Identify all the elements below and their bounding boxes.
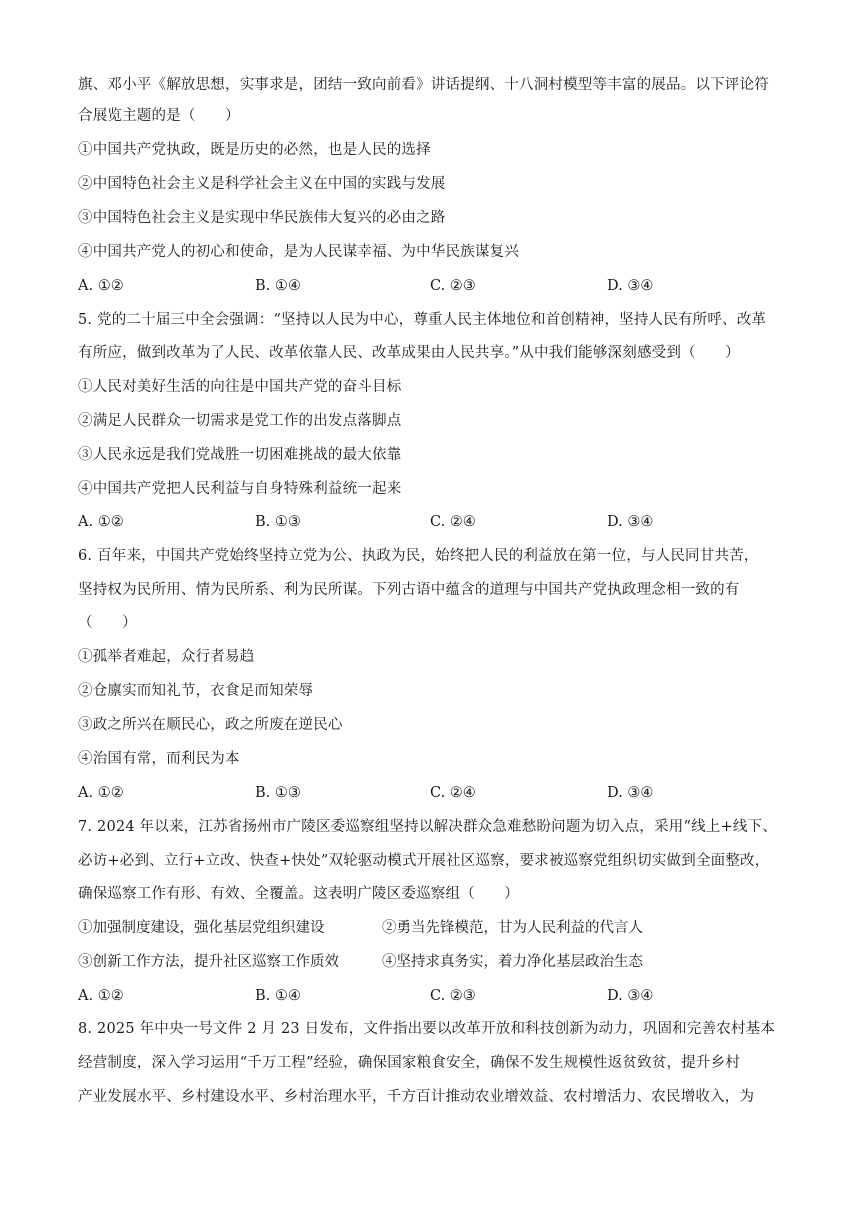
q5-stem-line-2: 有所应，做到改革为了人民、改革依靠人民、改革成果由人民共享。”从中我们能够深刻感受到（ ）	[78, 345, 740, 361]
q7-option-c: C. ②③	[430, 988, 476, 1004]
q4-option-b: B. ①④	[255, 278, 301, 294]
q4-statement-2: ②中国特色社会主义是科学社会主义在中国的实践与发展	[78, 176, 446, 192]
q7-option-a: A. ①②	[78, 988, 124, 1004]
q7-stem-line-3: 确保巡察工作有形、有效、全覆盖。这表明广陵区委巡察组（ ）	[78, 886, 519, 902]
q5-option-c: C. ②④	[430, 514, 476, 530]
q7-statement-2: ②勇当先锋模范，甘为人民利益的代言人	[382, 920, 643, 936]
q5-statement-4: ④中国共产党把人民利益与自身特殊利益统一起来	[78, 481, 402, 497]
q6-option-c: C. ②④	[430, 785, 476, 801]
q8-stem-line-3: 产业发展水平、乡村建设水平、乡村治理水平，千方百计推动农业增效益、农村增活力、农民增收入，为	[78, 1089, 755, 1105]
q4-statement-3: ③中国特色社会主义是实现中华民族伟大复兴的必由之路	[78, 210, 446, 226]
q6-stem-line-2: 坚持权为民所用、情为民所系、利为民所谋。下列古语中蕴含的道理与中国共产党执政理念相一致的有	[78, 582, 740, 598]
q5-statement-2: ②满足人民群众一切需求是党工作的出发点落脚点	[78, 413, 402, 429]
q8-stem-line-1: 8. 2025 年中央一号文件 2 月 23 日发布，文件指出要以改革开放和科技创新为动力，巩固和完善农村基本	[78, 1021, 776, 1037]
q6-statement-1: ①孤举者难起，众行者易趋	[78, 649, 255, 665]
q6-statement-4: ④治国有常，而利民为本	[78, 751, 240, 767]
q4-option-c: C. ②③	[430, 278, 476, 294]
q5-option-b: B. ①③	[255, 514, 301, 530]
q6-option-b: B. ①③	[255, 785, 301, 801]
q5-statement-1: ①人民对美好生活的向往是中国共产党的奋斗目标	[78, 379, 402, 395]
q7-statement-3: ③创新工作方法，提升社区巡察工作质效	[78, 954, 339, 970]
q4-stem-line-1: 旗、邓小平《解放思想，实事求是，团结一致向前看》讲话提纲、十八洞村模型等丰富的展品。以下评论符	[78, 77, 769, 93]
q6-stem-line-3: （ ）	[78, 615, 137, 631]
q7-stem-line-2: 必访+必到、立行+立改、快查+快处”双轮驱动模式开展社区巡察，要求被巡察党组织切实做到全面整改，	[78, 853, 770, 869]
q4-option-a: A. ①②	[78, 278, 124, 294]
q8-stem-line-2: 经营制度，深入学习运用“千万工程”经验，确保国家粮食安全，确保不发生规模性返贫致贫，提升乡村	[78, 1055, 741, 1071]
q7-option-b: B. ①④	[255, 988, 301, 1004]
q7-option-d: D. ③④	[607, 988, 654, 1004]
q4-stem-line-2: 合展览主题的是（ ）	[78, 108, 240, 124]
q5-stem-line-1: 5. 党的二十届三中全会强调：“坚持以人民为中心，尊重人民主体地位和首创精神，坚持人民有所呼、改革	[78, 312, 767, 328]
q5-statement-3: ③人民永远是我们党战胜一切困难挑战的最大依靠	[78, 447, 402, 463]
q6-stem-line-1: 6. 百年来，中国共产党始终坚持立党为公、执政为民，始终把人民的利益放在第一位，与人民同甘共苦，	[78, 548, 759, 564]
q4-option-d: D. ③④	[607, 278, 654, 294]
q5-option-a: A. ①②	[78, 514, 124, 530]
q6-statement-3: ③政之所兴在顺民心，政之所废在逆民心	[78, 717, 343, 733]
q4-statement-1: ①中国共产党执政，既是历史的必然，也是人民的选择	[78, 142, 431, 158]
q5-option-d: D. ③④	[607, 514, 654, 530]
q4-statement-4: ④中国共产党人的初心和使命，是为人民谋幸福、为中华民族谋复兴	[78, 244, 519, 260]
q7-statement-4: ④坚持求真务实，着力净化基层政治生态	[382, 954, 643, 970]
q6-option-a: A. ①②	[78, 785, 124, 801]
q7-statement-1: ①加强制度建设，强化基层党组织建设	[78, 920, 325, 936]
q6-option-d: D. ③④	[607, 785, 654, 801]
q6-statement-2: ②仓廪实而知礼节，衣食足而知荣辱	[78, 683, 314, 699]
q7-stem-line-1: 7. 2024 年以来，江苏省扬州市广陵区委巡察组坚持以解决群众急难愁盼问题为切入点，采用“线上+线下、	[78, 819, 777, 835]
